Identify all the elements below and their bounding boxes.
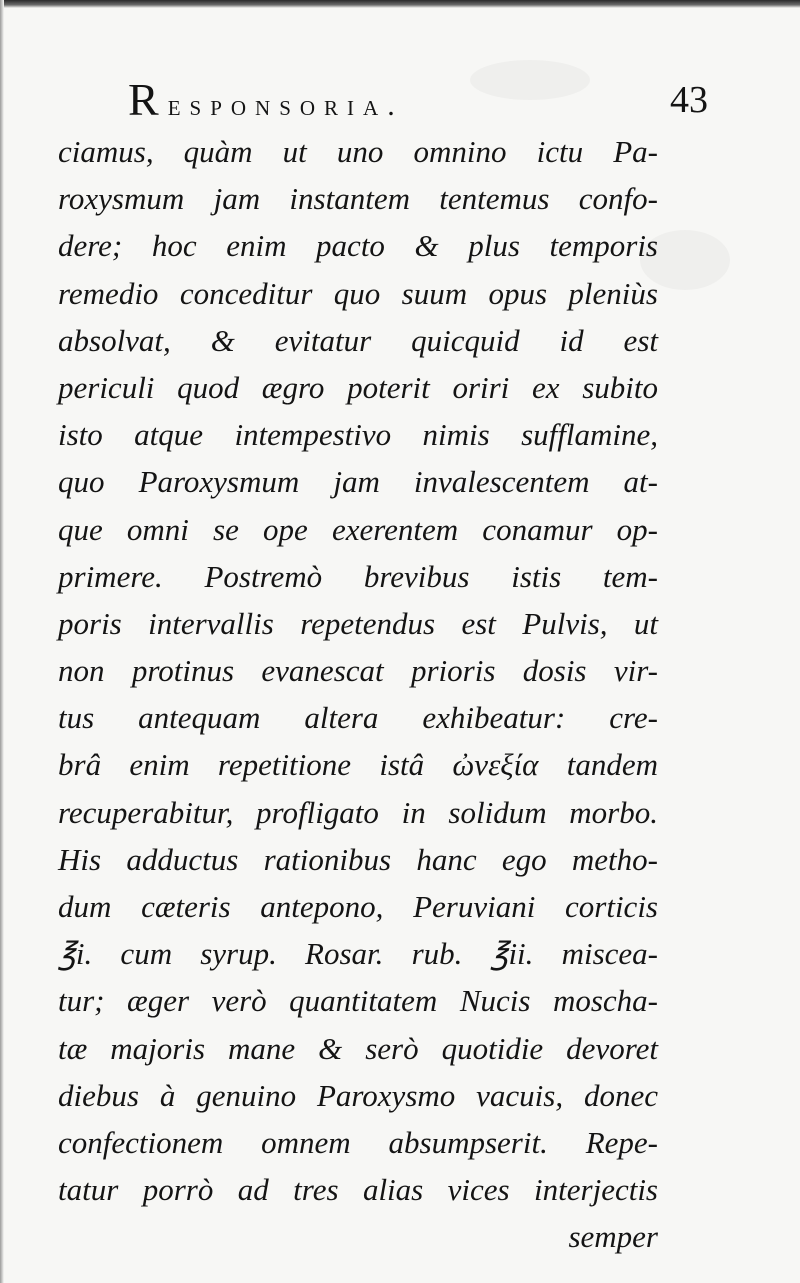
text-line: isto atque intempestivo nimis sufflamine, — [58, 417, 658, 453]
scan-border-top — [0, 0, 800, 8]
text-line: non protinus evanescat prioris dosis vir- — [58, 653, 658, 689]
text-line: confectionem omnem absumpserit. Repe- — [58, 1124, 658, 1160]
catchword: semper — [568, 1219, 658, 1255]
text-line: poris intervallis repetendus est Pulvis, ut — [58, 605, 658, 641]
text-line: primere. Postremò brevibus istis tem- — [58, 558, 658, 594]
page-number: 43 — [670, 79, 708, 121]
text-line: tur; æger verò quantitatem Nucis moscha- — [58, 983, 658, 1019]
text-line: ciamus, quàm ut uno omnino ictu Pa- — [58, 134, 658, 169]
text-line: ℥i. cum syrup. Rosar. rub. ℥ii. misceа- — [58, 936, 658, 972]
text-line: roxysmum jam instantem tentemus confo- — [58, 181, 658, 217]
text-line: periculi quod ægro poterit oriri ex subito — [58, 369, 658, 405]
text-line: tæ majoris mane & serò quotidie devoret — [58, 1030, 658, 1066]
text-line: que omni se ope exerentem conamur op- — [58, 511, 658, 547]
text-line: tus antequam altera exhibeatur: cre- — [58, 700, 658, 736]
text-line: His adductus rationibus hanc ego metho- — [58, 841, 658, 877]
scan-border-left — [0, 0, 4, 1283]
running-head — [128, 70, 708, 130]
text-line: quo Paroxysmum jam invalescentem at- — [58, 464, 658, 500]
text-line: absolvat, & evitatur quicquid id est — [58, 322, 658, 358]
text-line: diebus à genuino Paroxysmo vacuis, donec — [58, 1077, 658, 1113]
text-line: tatur porrò ad tres alias vices interjectis — [58, 1172, 658, 1208]
text-line: remedio conceditur quo suum opus pleniùs — [58, 275, 658, 311]
text-line: dere; hoc enim pacto & plus temporis — [58, 228, 658, 264]
text-line: brâ enim repetitione istâ ὠνεξία tandem — [58, 747, 658, 783]
body-text — [58, 128, 658, 1261]
text-line: recuperabitur, profligato in solidum morbo. — [58, 794, 658, 830]
text-line: dum cæteris antepono, Peruviani corticis — [58, 889, 658, 924]
running-head-title: Responsoria. — [128, 74, 404, 125]
